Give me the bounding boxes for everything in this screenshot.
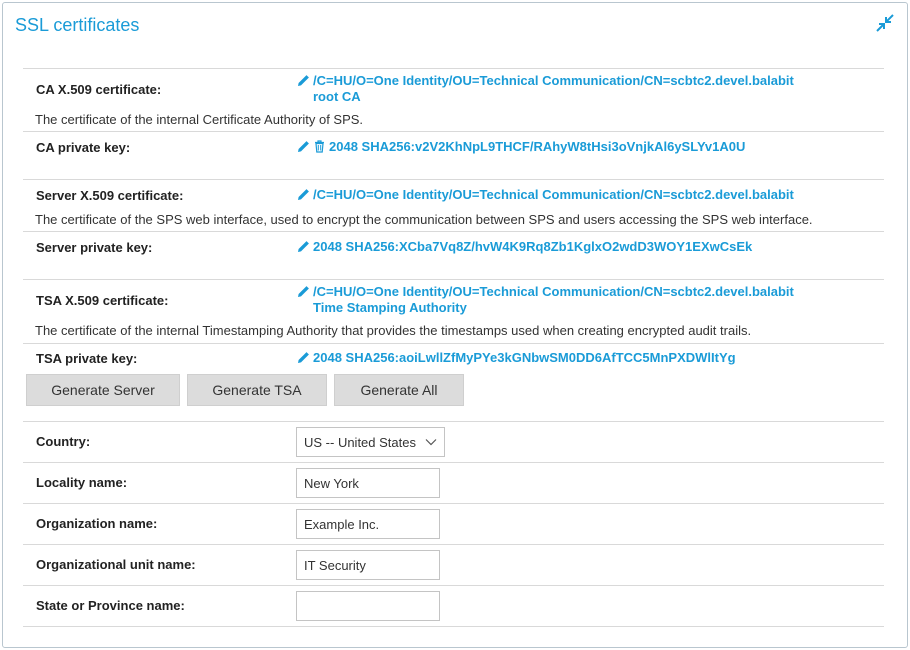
divider [23, 503, 884, 504]
server-certificate-label: Server X.509 certificate: [36, 188, 184, 203]
chevron-down-icon [425, 438, 437, 446]
divider [23, 343, 884, 344]
ca-certificate-value[interactable] [297, 73, 794, 105]
tsa-certificate-label: TSA X.509 certificate: [36, 293, 169, 308]
ca-certificate-description: The certificate of the internal Certificate Authority of SPS. [35, 112, 364, 127]
tsa-certificate-subject[interactable]: /C=HU/O=One Identity/OU=Technical Communication/CN=scbtc2.devel.balabit [313, 284, 794, 299]
state-input[interactable] [296, 591, 440, 621]
divider [23, 421, 884, 422]
tsa-private-key-fingerprint[interactable]: 2048 SHA256:aoiLwllZfMyPYe3kGNbwSM0DD6AfTCC5MnPXDWlItYg [313, 350, 736, 365]
server-private-key-label: Server private key: [36, 240, 153, 255]
org-unit-input[interactable] [296, 550, 440, 580]
tsa-certificate-description: The certificate of the internal Timestamping Authority that provides the timestamps used when creating encrypted audit trails. [35, 323, 752, 338]
org-unit-label: Organizational unit name: [36, 557, 196, 572]
pencil-icon[interactable] [297, 351, 310, 364]
ca-certificate-subject-cont[interactable]: root CA [313, 89, 361, 104]
divider [23, 544, 884, 545]
server-certificate-subject[interactable]: /C=HU/O=One Identity/OU=Technical Communication/CN=scbtc2.devel.balabit [313, 187, 794, 202]
pencil-icon[interactable] [297, 240, 310, 253]
organization-label: Organization name: [36, 516, 158, 531]
divider [23, 131, 884, 132]
country-select-value: US -- United States [304, 434, 416, 450]
state-label: State or Province name: [36, 598, 185, 613]
country-select[interactable] [296, 427, 445, 457]
divider [23, 231, 884, 232]
divider [23, 179, 884, 180]
generate-tsa-button[interactable]: Generate TSA [187, 374, 327, 406]
tsa-certificate-value[interactable] [297, 284, 794, 316]
tsa-private-key-value[interactable] [297, 350, 736, 366]
pencil-icon[interactable] [297, 140, 310, 153]
pencil-icon[interactable] [297, 188, 310, 201]
country-label: Country: [36, 434, 91, 449]
ca-private-key-value[interactable] [297, 139, 745, 155]
divider [23, 626, 884, 627]
divider [23, 462, 884, 463]
ca-certificate-subject[interactable]: /C=HU/O=One Identity/OU=Technical Communication/CN=scbtc2.devel.balabit [313, 73, 794, 88]
pencil-icon[interactable] [297, 74, 310, 87]
server-private-key-value[interactable] [297, 239, 752, 255]
tsa-private-key-label: TSA private key: [36, 351, 138, 366]
panel-title: SSL certificates [15, 15, 140, 35]
generate-all-button[interactable]: Generate All [334, 374, 464, 406]
generate-server-button[interactable]: Generate Server [26, 374, 180, 406]
ca-certificate-label: CA X.509 certificate: [36, 82, 162, 97]
trash-icon[interactable] [313, 140, 326, 153]
organization-input[interactable] [296, 509, 440, 539]
server-certificate-description: The certificate of the SPS web interface, used to encrypt the communication between SPS and users accessing the SPS web interface. [35, 212, 813, 227]
divider [23, 585, 884, 586]
divider [23, 279, 884, 280]
tsa-certificate-subject-cont[interactable]: Time Stamping Authority [313, 300, 467, 315]
server-private-key-fingerprint[interactable]: 2048 SHA256:XCba7Vq8Z/hvW4K9Rq8Zb1KglxO2wdD3WOY1EXwCsEk [313, 239, 753, 254]
ca-private-key-fingerprint[interactable]: 2048 SHA256:v2V2KhNpL9THCF/RAhyW8tHsi3oVnjkAl6ySLYv1A0U [329, 139, 746, 154]
divider [23, 68, 884, 69]
locality-label: Locality name: [36, 475, 128, 490]
collapse-arrows-icon[interactable] [875, 13, 895, 33]
pencil-icon[interactable] [297, 285, 310, 298]
locality-input[interactable] [296, 468, 440, 498]
server-certificate-value[interactable] [297, 187, 794, 203]
ca-private-key-label: CA private key: [36, 140, 131, 155]
